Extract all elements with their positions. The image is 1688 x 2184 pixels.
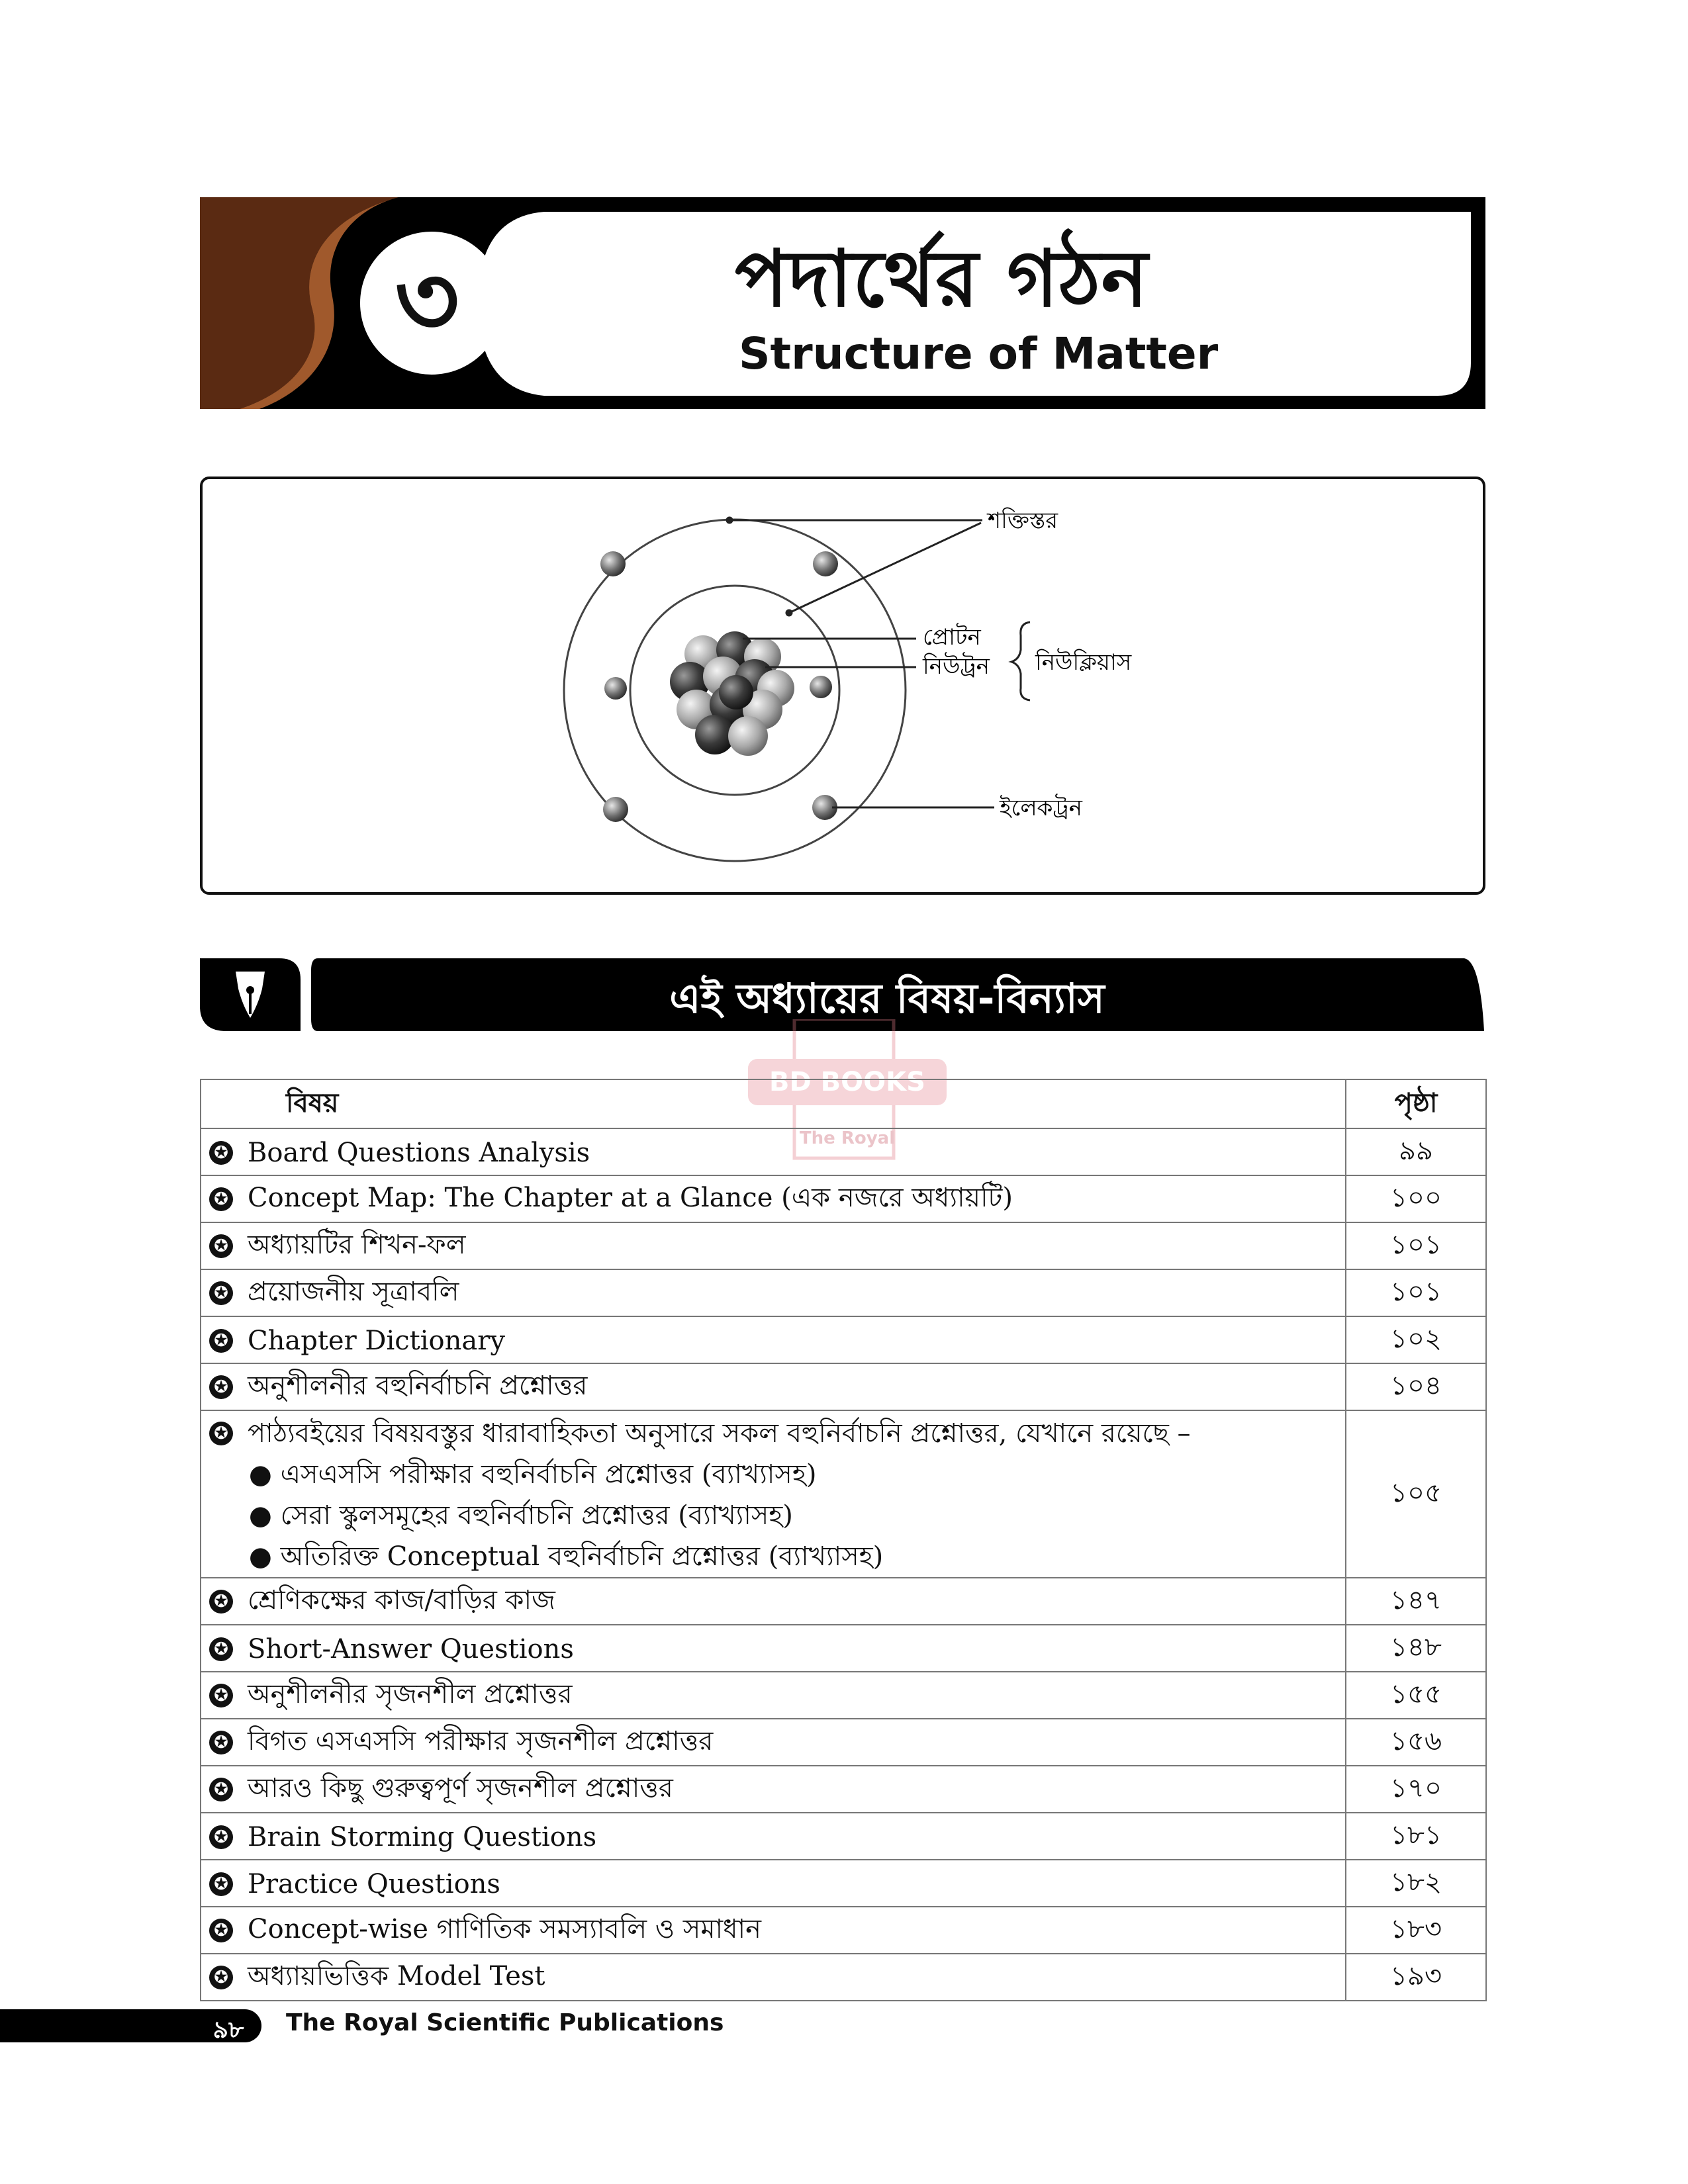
- row-title: Board Questions Analysis: [248, 1138, 590, 1168]
- table-row[interactable]: [201, 1672, 1486, 1719]
- row-title: শ্রেণিকক্ষের কাজ/বাড়ির কাজ: [248, 1585, 555, 1615]
- page-number: ৯৮: [212, 2017, 244, 2044]
- star-bullet-icon: ✪: [209, 1375, 233, 1399]
- star-bullet-icon: ✪: [209, 1825, 233, 1849]
- row-page: ১০১: [1346, 1222, 1486, 1269]
- atom-diagram: [200, 477, 1485, 895]
- header-page: পৃষ্ঠা: [1346, 1079, 1486, 1128]
- row-page: ১৮২: [1346, 1860, 1486, 1907]
- row-page: ১০১: [1346, 1269, 1486, 1316]
- chapter-title-en: Structure of Matter: [739, 328, 1219, 379]
- table-row[interactable]: [201, 1363, 1486, 1410]
- nucleus-particles: [670, 631, 794, 756]
- table-row[interactable]: [201, 1222, 1486, 1269]
- chapter-number: ৩: [395, 244, 459, 359]
- table-row[interactable]: [201, 1719, 1486, 1766]
- star-bullet-icon: ✪: [209, 1919, 233, 1942]
- label-proton: প্রোটন: [923, 624, 981, 651]
- table-row[interactable]: [201, 1410, 1486, 1578]
- star-bullet-icon: ✪: [209, 1329, 233, 1353]
- row-title: Brain Storming Questions: [248, 1822, 597, 1852]
- sub-item: ● সেরা স্কুলসমূহের বহুনির্বাচনি প্রশ্নোত্তর (ব্যাখ্যাসহ): [249, 1500, 793, 1531]
- row-page: ১৫৫: [1346, 1672, 1486, 1719]
- row-page: ১০২: [1346, 1316, 1486, 1363]
- label-neutron: নিউট্রন: [923, 653, 990, 680]
- star-bullet-icon: ✪: [209, 1966, 233, 1989]
- star-bullet-icon: ✪: [209, 1778, 233, 1801]
- publisher-name: The Royal Scientific Publications: [286, 2009, 724, 2036]
- table-row[interactable]: [201, 1625, 1486, 1672]
- row-title: Short-Answer Questions: [248, 1634, 574, 1664]
- row-page: ১০৫: [1346, 1410, 1486, 1578]
- sub-item: ● অতিরিক্ত Conceptual বহুনির্বাচনি প্রশ্নোত্তর (ব্যাখ্যাসহ): [249, 1541, 884, 1572]
- star-bullet-icon: ✪: [209, 1590, 233, 1614]
- row-title: বিগত এসএসসি পরীক্ষার সৃজনশীল প্রশ্নোত্তর: [248, 1726, 714, 1756]
- row-page: ১৮৩: [1346, 1907, 1486, 1954]
- star-bullet-icon: ✪: [209, 1234, 233, 1258]
- chapter-title-bn: পদার্থের গঠন: [735, 233, 1149, 324]
- star-bullet-icon: ✪: [209, 1684, 233, 1707]
- table-row[interactable]: [201, 1860, 1486, 1907]
- star-bullet-icon: ✪: [209, 1281, 233, 1305]
- table-row[interactable]: [201, 1578, 1486, 1625]
- table-row[interactable]: [201, 1175, 1486, 1222]
- row-title: অধ্যায়টির শিখন-ফল: [248, 1230, 466, 1260]
- label-energy-level: শক্তিস্তর: [988, 508, 1058, 534]
- row-title: অনুশীলনীর সৃজনশীল প্রশ্নোত্তর: [248, 1679, 573, 1709]
- star-bullet-icon: ✪: [209, 1422, 233, 1445]
- star-bullet-icon: ✪: [209, 1731, 233, 1754]
- row-title: অধ্যায়ভিত্তিক Model Test: [248, 1961, 545, 1991]
- table-row[interactable]: [201, 1954, 1486, 2001]
- table-row[interactable]: [201, 1128, 1486, 1175]
- table-row[interactable]: [201, 1766, 1486, 1813]
- row-page: ১০৪: [1346, 1363, 1486, 1410]
- table-row[interactable]: [201, 1907, 1486, 1954]
- header-subject: বিষয়: [201, 1079, 1346, 1128]
- row-page: ১০০: [1346, 1175, 1486, 1222]
- row-page: ১৮১: [1346, 1813, 1486, 1860]
- row-page: ৯৯: [1346, 1128, 1486, 1175]
- row-title: Chapter Dictionary: [248, 1326, 505, 1356]
- svg-text:BD BOOKS: BD BOOKS: [769, 1067, 925, 1097]
- table-row[interactable]: [201, 1316, 1486, 1363]
- row-page: ১৭০: [1346, 1766, 1486, 1813]
- section-title: এই অধ্যায়ের বিষয়-বিন্যাস: [669, 974, 1105, 1023]
- table-row[interactable]: [201, 1269, 1486, 1316]
- row-title: আরও কিছু গুরুত্বপূর্ণ সৃজনশীল প্রশ্নোত্তর: [248, 1773, 673, 1803]
- row-title: Practice Questions: [248, 1869, 500, 1899]
- row-page: ১৪৭: [1346, 1578, 1486, 1625]
- row-title: Concept-wise গাণিতিক সমস্যাবলি ও সমাধান: [248, 1914, 762, 1944]
- star-bullet-icon: ✪: [209, 1872, 233, 1896]
- row-title: পাঠ্যবইয়ের বিষয়বস্তুর ধারাবাহিকতা অনুসারে সকল বহুনির্বাচনি প্রশ্নোত্তর, যেখানে রয়েছে –: [248, 1418, 1191, 1449]
- star-bullet-icon: ✪: [209, 1141, 233, 1165]
- row-title: Concept Map: The Chapter at a Glance (এক নজরে অধ্যায়টি): [248, 1183, 1013, 1213]
- label-nucleus: নিউক্লিয়াস: [1035, 649, 1132, 676]
- table-header-row: [201, 1079, 1486, 1128]
- contents-table: [200, 1079, 1487, 2001]
- row-page: ১৪৮: [1346, 1625, 1486, 1672]
- table-row[interactable]: [201, 1813, 1486, 1860]
- star-bullet-icon: ✪: [209, 1187, 233, 1211]
- label-electron: ইলেকট্রন: [1000, 795, 1082, 821]
- row-title: অনুশীলনীর বহুনির্বাচনি প্রশ্নোত্তর: [248, 1371, 588, 1401]
- svg-text:The Royal: The Royal: [799, 1128, 896, 1148]
- row-title: প্রয়োজনীয় সূত্রাবলি: [248, 1277, 459, 1307]
- sub-item: ● এসএসসি পরীক্ষার বহুনির্বাচনি প্রশ্নোত্তর (ব্যাখ্যাসহ): [249, 1459, 817, 1490]
- star-bullet-icon: ✪: [209, 1637, 233, 1661]
- row-page: ১৯৩: [1346, 1954, 1486, 2001]
- row-page: ১৫৬: [1346, 1719, 1486, 1766]
